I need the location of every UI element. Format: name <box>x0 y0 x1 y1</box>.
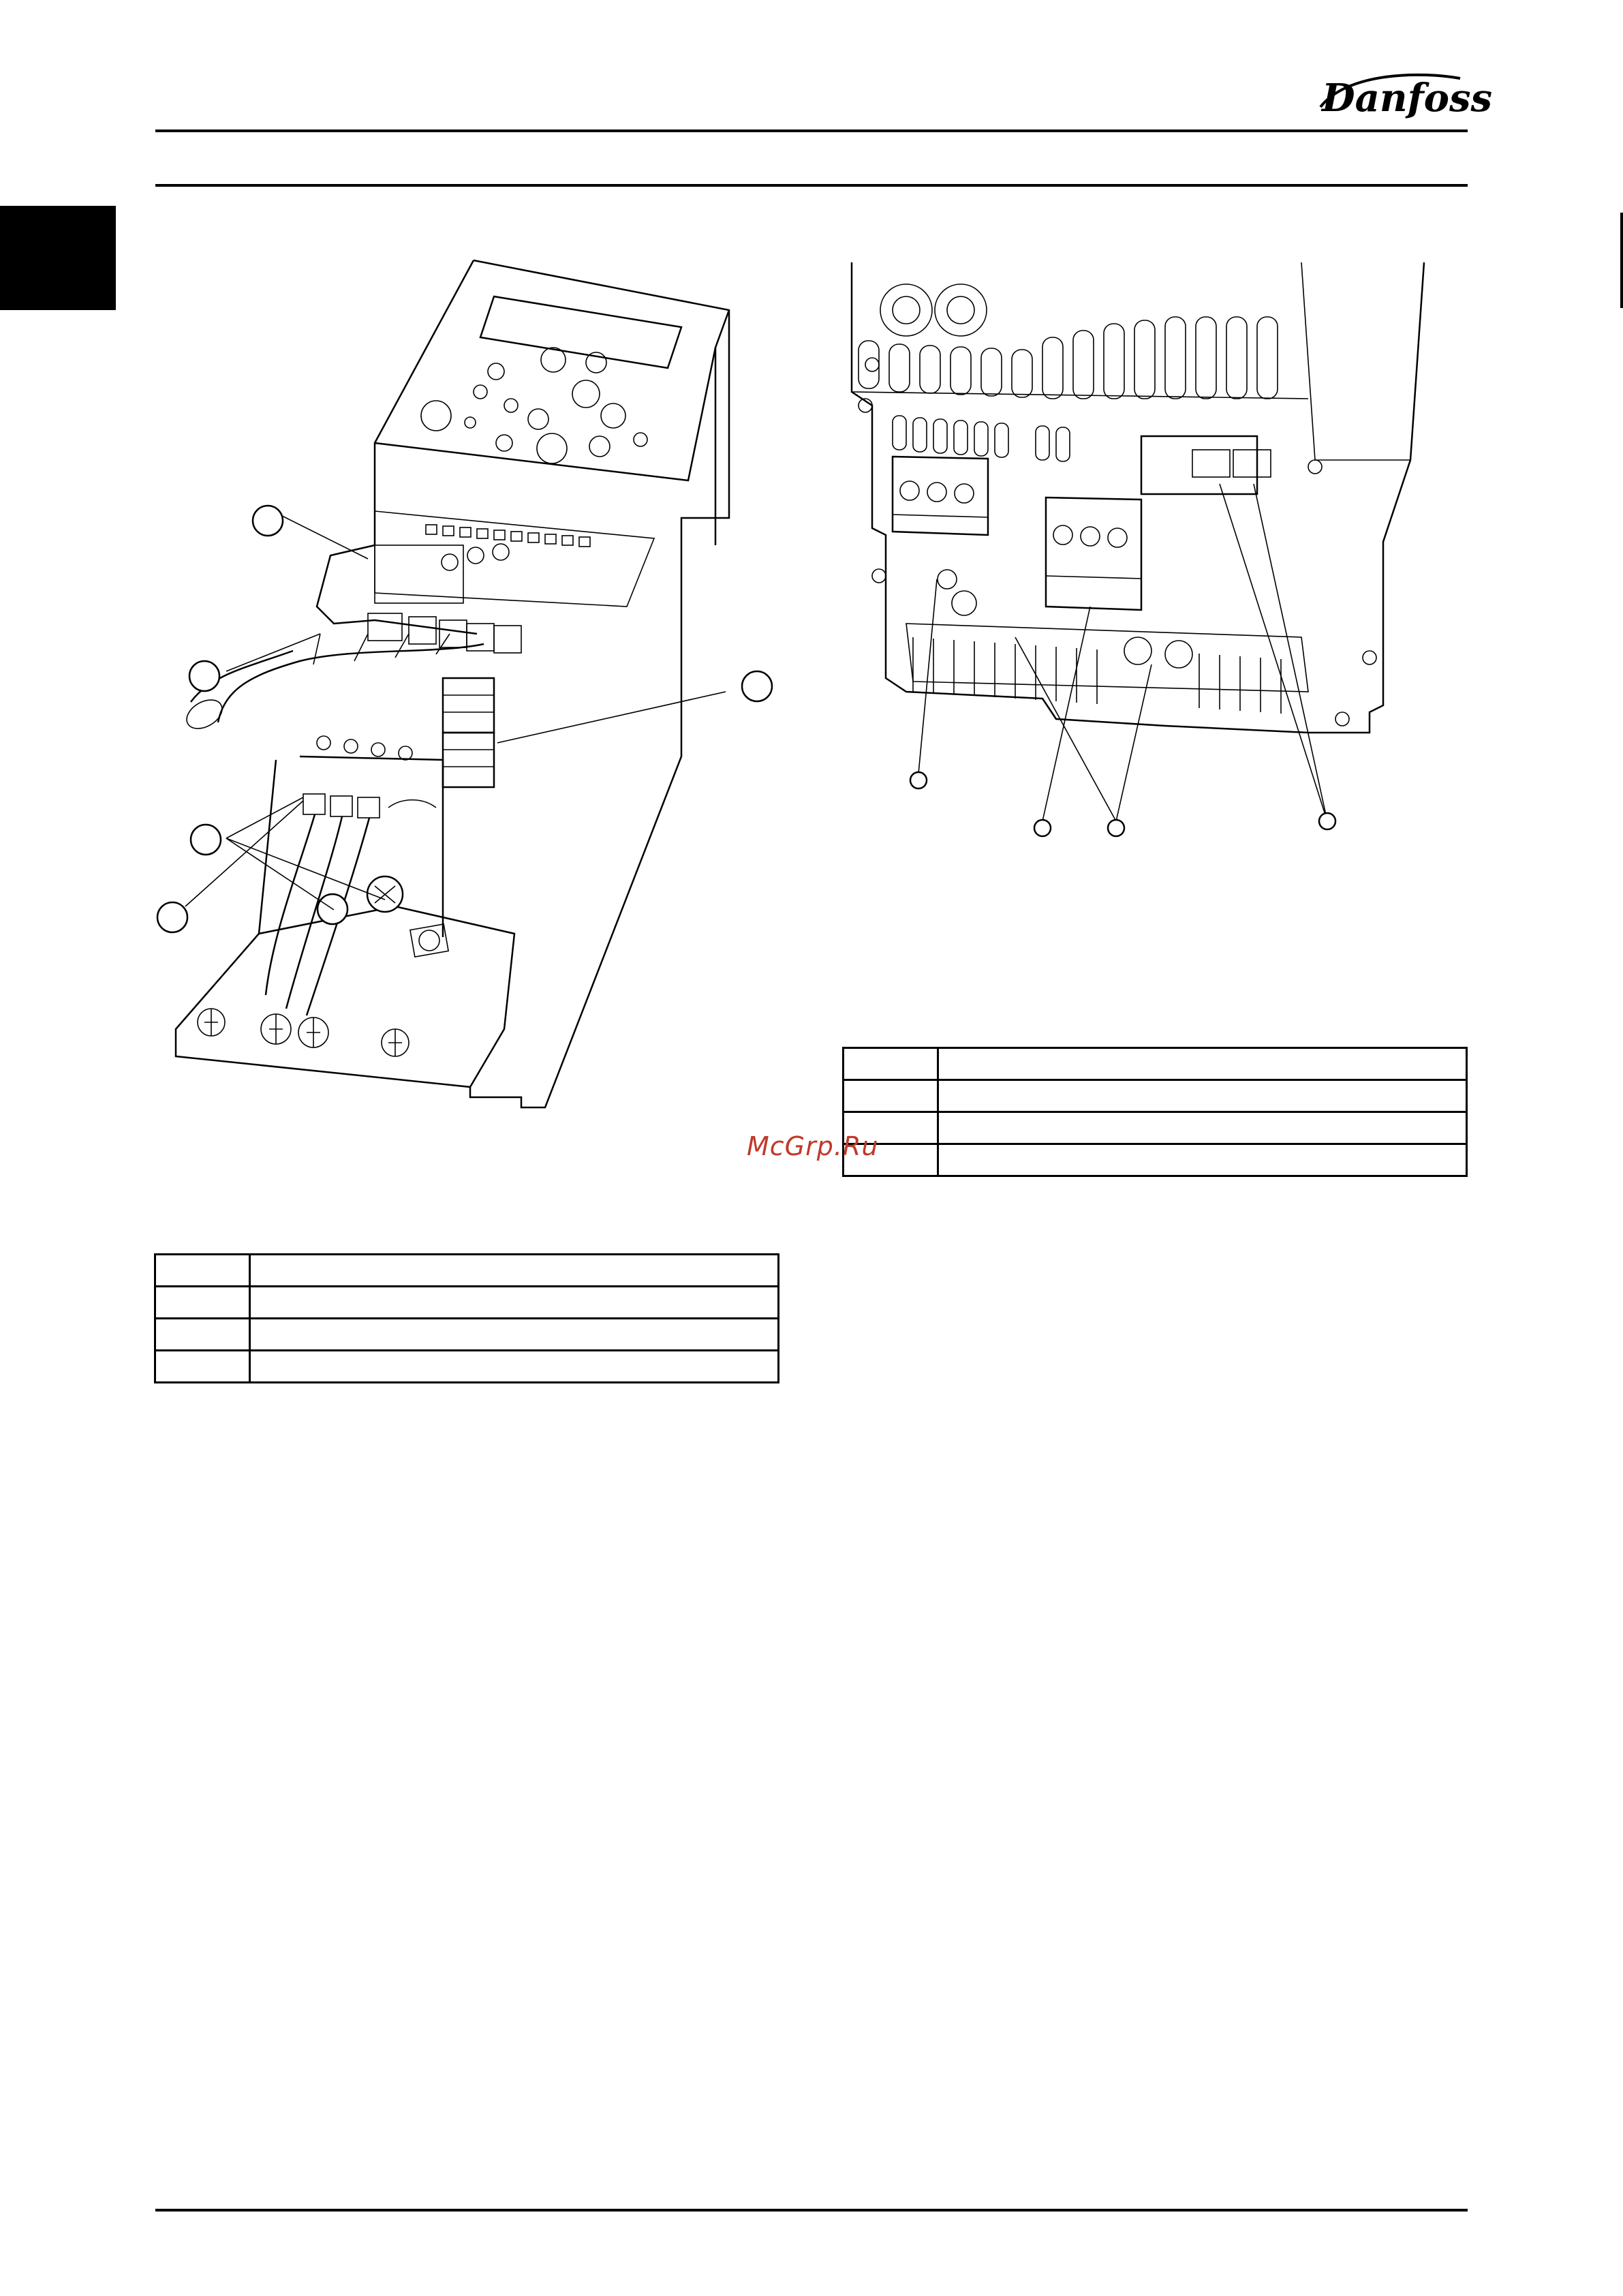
table-cell <box>938 1080 1467 1112</box>
table-cell <box>844 1080 938 1112</box>
table-row <box>844 1144 1467 1176</box>
table-cell <box>250 1351 779 1383</box>
callout-left-4 <box>191 825 221 855</box>
table-cell <box>250 1319 779 1351</box>
figure-right-drive-terminals <box>838 256 1465 842</box>
table-cell <box>155 1255 250 1287</box>
table-row <box>844 1112 1467 1144</box>
table-cell <box>938 1048 1467 1080</box>
callout-right-1 <box>910 772 927 789</box>
table-row <box>155 1351 779 1383</box>
callout-right-4 <box>1319 813 1335 829</box>
legend-table-left <box>154 1253 779 1383</box>
table-row <box>155 1287 779 1319</box>
table-cell <box>938 1112 1467 1144</box>
table-cell <box>250 1287 779 1319</box>
callout-right-2 <box>1034 820 1051 836</box>
callout-left-3 <box>742 671 772 701</box>
table-cell <box>844 1048 938 1080</box>
watermark: McGrp.Ru <box>747 1131 879 1161</box>
table-row <box>844 1080 1467 1112</box>
danfoss-logo-text: Danfoss <box>1322 76 1493 121</box>
table-cell <box>155 1351 250 1383</box>
callout-right-3 <box>1108 820 1124 836</box>
table-cell <box>250 1255 779 1287</box>
callout-left-1 <box>253 506 283 536</box>
figure-left-drive-wiring <box>150 252 790 1131</box>
legend-table-right <box>842 1047 1468 1177</box>
chapter-tab <box>0 206 116 310</box>
table-cell <box>155 1287 250 1319</box>
header-rule-bottom <box>155 184 1468 187</box>
callout-left-5 <box>157 902 187 932</box>
page-edge-mark <box>1620 213 1623 308</box>
table-cell <box>938 1144 1467 1176</box>
table-row <box>155 1255 779 1287</box>
footer-rule <box>155 2209 1468 2211</box>
callout-left-2 <box>189 661 219 691</box>
header-rule-top <box>155 129 1468 132</box>
table-row <box>155 1319 779 1351</box>
table-cell <box>155 1319 250 1351</box>
danfoss-logo <box>1307 58 1493 126</box>
table-row <box>844 1048 1467 1080</box>
